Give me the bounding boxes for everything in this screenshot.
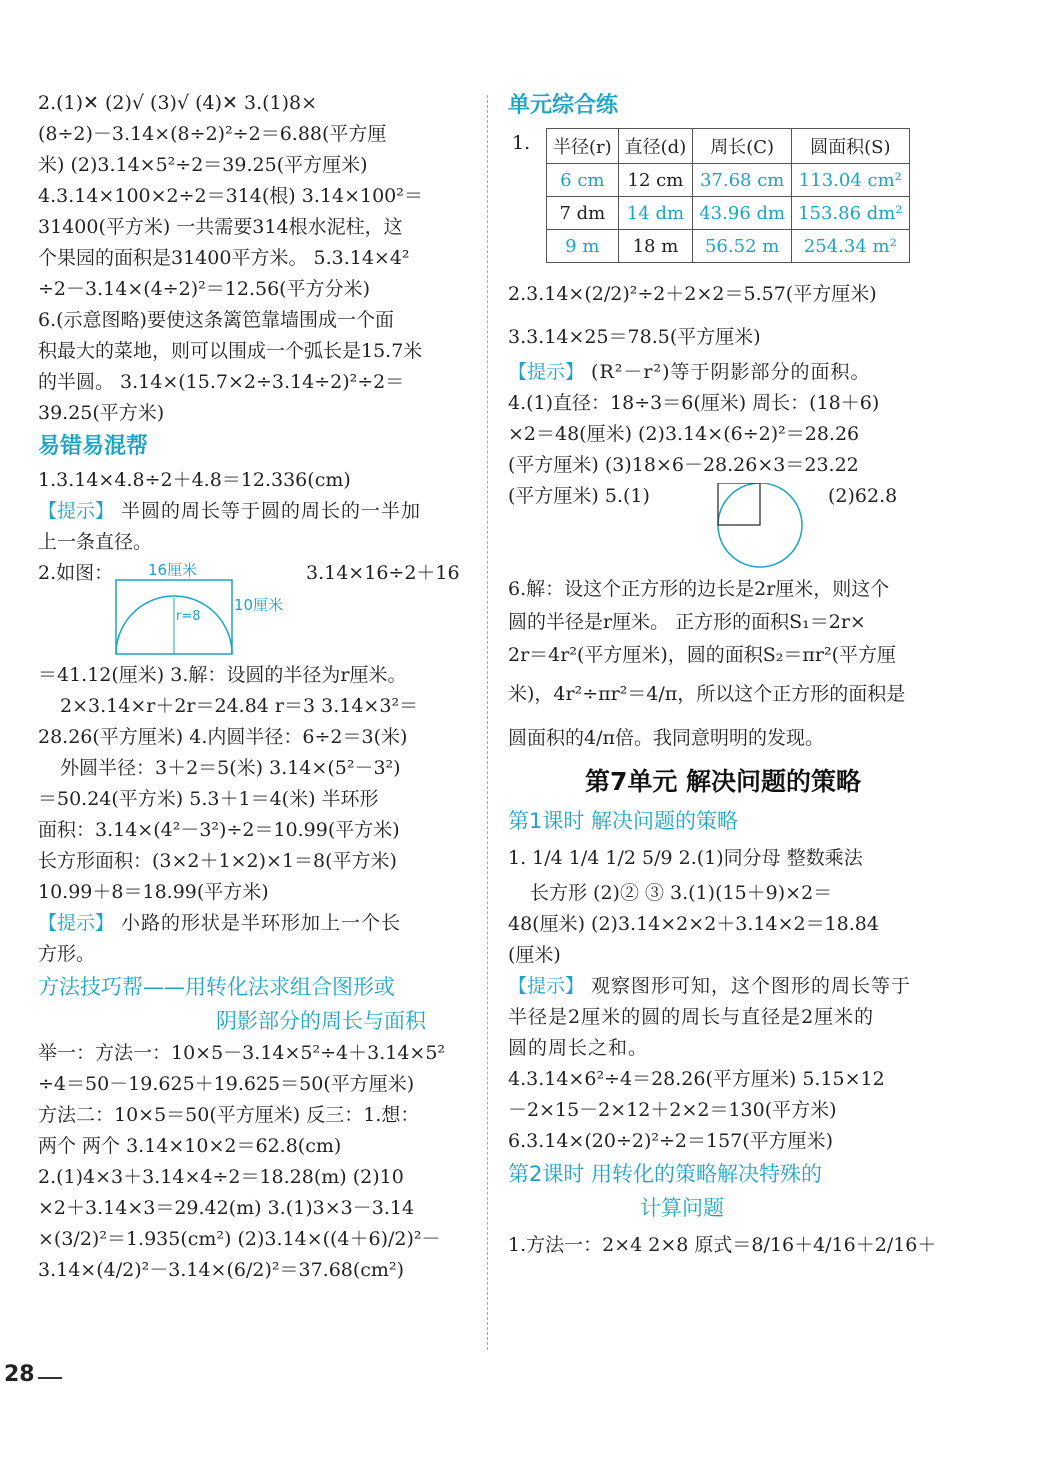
page-number: 28 <box>4 1362 35 1387</box>
answer-line: 3.14×(4/2)²－3.14×(6/2)²＝37.68(cm²) <box>38 1259 404 1281</box>
answer-line: 2.如图： <box>38 562 114 584</box>
answers-block-1 <box>38 88 474 429</box>
table-row <box>547 164 910 197</box>
table-cell: 14 dm <box>618 197 693 230</box>
lesson-heading-cont: 计算问题 <box>640 1196 724 1220</box>
hint-label: 【提示】 <box>508 975 585 997</box>
answers-block-2 <box>38 660 474 908</box>
table-cell: 153.86 dm² <box>792 197 910 230</box>
table-cell: 37.68 cm <box>693 164 792 197</box>
table-header-row <box>547 129 910 164</box>
answer-line: 2×3.14×r＋2r＝24.84 r＝3 3.14×3²＝ <box>60 695 419 717</box>
hint-line: 上一条直径。 <box>38 531 153 553</box>
table-header: 周长(C) <box>693 129 792 164</box>
answer-line: ×(3/2)²＝1.935(cm²) (2)3.14×((4＋6)/2)²－ <box>38 1228 441 1250</box>
page-number-rule <box>38 1377 62 1379</box>
answer-line: 31400(平方米) 一共需要314根水泥柱，这 <box>38 216 403 238</box>
answer-line: 2.(1)4×3＋3.14×4÷2＝18.28(m) (2)10 <box>38 1166 404 1188</box>
answer-line: 外圆半径：3＋2＝5(米) 3.14×(5²－3²) <box>60 757 401 779</box>
table-cell: 254.34 m² <box>792 230 910 263</box>
answer-line: 4.3.14×100×2÷2＝314(根) 3.14×100²＝ <box>38 185 423 207</box>
hint-label: 【提示】 <box>508 361 585 383</box>
answer-line: ×2＝48(厘米) (2)3.14×(6÷2)²＝28.26 <box>508 423 860 445</box>
answer-line: 面积：3.14×(4²－3²)÷2＝10.99(平方米) <box>38 819 400 841</box>
figure-width-label: 16厘米 <box>148 561 198 579</box>
answer-line: 6.(示意图略)要使这条篱笆靠墙围成一个面 <box>38 309 394 331</box>
section-heading-method-cont: 阴影部分的周长与面积 <box>216 1009 426 1033</box>
answer-line: 4.3.14×6²÷4＝28.26(平方厘米) 5.15×12 <box>508 1068 885 1090</box>
table-cell: 113.04 cm² <box>792 164 910 197</box>
answer-line: 长方形面积：(3×2＋1×2)×1＝8(平方米) <box>38 850 397 872</box>
question-number: 1. <box>512 132 531 154</box>
hint-line <box>508 357 938 388</box>
hint-text: 观察图形可知，这个图形的周长等于 <box>584 975 912 997</box>
answer-line: 2r＝4r²(平方厘米)，圆的面积S₂＝πr²(平方厘 <box>508 644 897 666</box>
answer-line: 米) (2)3.14×5²÷2＝39.25(平方厘米) <box>38 154 368 176</box>
answer-line: 长方形 (2)② ③ 3.(1)(15＋9)×2＝ <box>530 882 833 904</box>
table-header: 直径(d) <box>618 129 693 164</box>
left-column <box>38 88 474 1286</box>
answer-line: ＝41.12(厘米) 3.解：设圆的半径为r厘米。 <box>38 664 407 686</box>
answer-line: 2.3.14×(2/2)²÷2＋2×2＝5.57(平方厘米) <box>508 283 877 305</box>
answer-line: (8÷2)－3.14×(8÷2)²÷2＝6.88(平方厘 <box>38 123 387 145</box>
answer-line: 2.(1)✕ (2)√ (3)√ (4)✕ 3.(1)8× <box>38 92 318 114</box>
right-column <box>508 88 938 1265</box>
lesson-heading: 第1课时 解决问题的策略 <box>508 809 739 833</box>
hint-line <box>38 908 474 939</box>
answers-block-6 <box>508 573 938 760</box>
figure-height-label: 10厘米 <box>234 596 284 614</box>
answer-line: 6.3.14×(20÷2)²÷2＝157(平方厘米) <box>508 1130 834 1152</box>
answer-line: 3.14×16÷2＋16 <box>306 562 460 584</box>
figure-row <box>38 558 474 660</box>
table-cell: 9 m <box>547 230 619 263</box>
answer-line: 圆面积的4/π倍。我同意明明的发现。 <box>508 727 824 749</box>
hint-label: 【提示】 <box>38 500 115 522</box>
section-heading-unit-review: 单元综合练 <box>508 93 619 118</box>
answers-block-8 <box>508 1064 938 1157</box>
answer-line: 4.(1)直径：18÷3＝6(厘米) 周长：(18＋6) <box>508 392 880 414</box>
answer-line: 28.26(平方厘米) 4.内圆半径：6÷2＝3(米) <box>38 726 408 748</box>
answers-block-3 <box>38 1038 474 1286</box>
table-cell: 56.52 m <box>693 230 792 263</box>
answer-line: 48(厘米) (2)3.14×2×2＋3.14×2＝18.84 <box>508 913 879 935</box>
section-heading-mistakes: 易错易混帮 <box>38 434 149 459</box>
answer-line: (平方厘米) 5.(1) <box>508 485 650 507</box>
hint-line <box>508 971 938 1002</box>
answer-line: ÷2－3.14×(4÷2)²＝12.56(平方分米) <box>38 278 370 300</box>
answer-line: 1.3.14×4.8÷2＋4.8＝12.336(cm) <box>38 469 351 491</box>
answer-line: 10.99＋8＝18.99(平方米) <box>38 881 269 903</box>
hint-line: 半径是2厘米的圆的周长与直径是2厘米的 <box>508 1006 875 1028</box>
hint-line <box>38 496 474 527</box>
answer-line: ÷4＝50－19.625＋19.625＝50(平方厘米) <box>38 1073 415 1095</box>
answer-line: 米)，4r²÷πr²＝4/π，所以这个正方形的面积是 <box>508 683 906 705</box>
answer-line: 两个 两个 3.14×10×2＝62.8(cm) <box>38 1135 342 1157</box>
hint-label: 【提示】 <box>38 912 115 934</box>
answer-line: 39.25(平方米) <box>38 402 165 424</box>
answer-line: ＝50.24(平方米) 5.3＋1＝4(米) 半环形 <box>38 788 379 810</box>
table-row <box>547 197 910 230</box>
unit-title: 第7单元 解决问题的策略 <box>584 767 862 796</box>
hint-text: (R²－r²)等于阴影部分的面积。 <box>584 361 871 383</box>
q1-table-wrap <box>508 128 938 263</box>
answer-line: ×2＋3.14×3＝29.42(m) 3.(1)3×3－3.14 <box>38 1197 415 1219</box>
answer-line: 积最大的菜地，则可以围成一个弧长是15.7米 <box>38 340 423 362</box>
table-row <box>547 230 910 263</box>
table-cell: 18 m <box>618 230 693 263</box>
answer-line: 6.解：设这个正方形的边长是2r厘米，则这个 <box>508 578 890 600</box>
answer-line: 个果园的面积是31400平方米。 5.3.14×4² <box>38 247 410 269</box>
answer-line: 1.方法一：2×4 2×8 原式＝8/16＋4/16＋2/16＋ <box>508 1234 937 1256</box>
hint-line: 方形。 <box>38 943 96 965</box>
table-cell: 43.96 dm <box>693 197 792 230</box>
table-header: 圆面积(S) <box>792 129 910 164</box>
figure-radius-label: r=8 <box>176 609 201 624</box>
lesson-heading: 第2课时 用转化的策略解决特殊的 <box>508 1162 823 1186</box>
answers-block-7 <box>508 838 938 971</box>
section-heading-method: 方法技巧帮——用转化法求组合图形或 <box>38 975 395 999</box>
hint-text: 半圆的周长等于圆的周长的一半加 <box>114 500 422 522</box>
answer-line: 圆的半径是r厘米。 正方形的面积S₁＝2r× <box>508 611 866 633</box>
circle-table <box>546 128 910 263</box>
answer-line: 1. 1/4 1/4 1/2 5/9 2.(1)同分母 整数乘法 <box>508 847 863 869</box>
table-cell: 7 dm <box>547 197 619 230</box>
answer-line: 3.3.14×25＝78.5(平方厘米) <box>508 326 761 348</box>
answer-line: (平方厘米) (3)18×6－28.26×3＝23.22 <box>508 454 859 476</box>
answer-line: －2×15－2×12＋2×2＝130(平方米) <box>508 1099 837 1121</box>
column-divider <box>487 95 488 1350</box>
table-cell: 6 cm <box>547 164 619 197</box>
hint-text: 小路的形状是半环形加上一个长 <box>114 912 402 934</box>
answer-line: 方法二：10×5＝50(平方厘米) 反三：1.想： <box>38 1104 420 1126</box>
table-header: 半径(r) <box>547 129 619 164</box>
semicircle-figure <box>110 558 300 658</box>
answer-line: (2)62.8 <box>828 485 898 507</box>
hint-line: 圆的周长之和。 <box>508 1037 649 1059</box>
answer-line: 举一：方法一：10×5－3.14×5²÷4＋3.14×5² <box>38 1042 446 1064</box>
circle-square-figure <box>712 483 808 571</box>
table-cell: 12 cm <box>618 164 693 197</box>
answer-line: (厘米) <box>508 944 561 966</box>
answer-line: 的半圆。 3.14×(15.7×2÷3.14÷2)²÷2＝ <box>38 371 405 393</box>
q5-row <box>508 481 938 573</box>
